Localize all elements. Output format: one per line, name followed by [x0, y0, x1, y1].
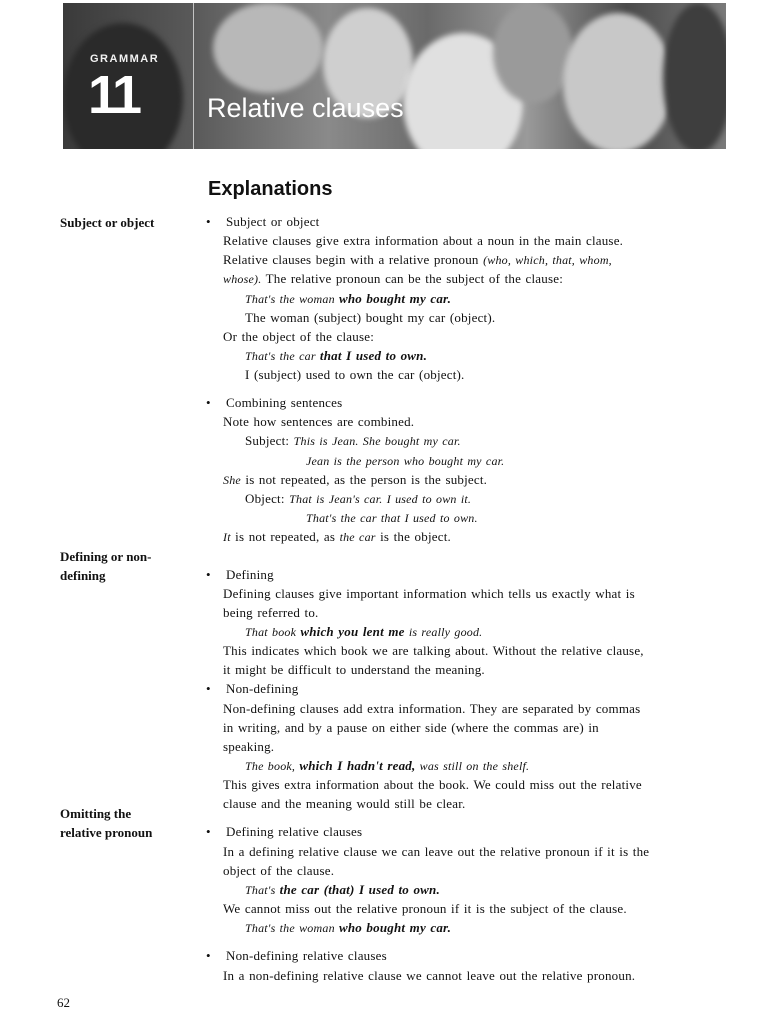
text-segment: This indicates which book we are talking about. Without the relative clause,	[223, 643, 644, 658]
text-segment: the car (that) I used to own.	[279, 882, 440, 897]
text-segment: That's the woman	[245, 292, 339, 306]
text-line	[245, 882, 440, 898]
text-segment: Relative clauses give extra information about a noun in the main clause.	[223, 233, 624, 248]
text-line	[306, 453, 504, 469]
text-segment: In a defining relative clause we can leave out the relative pronoun if it is the	[223, 844, 650, 859]
text-line	[223, 414, 414, 430]
text-line	[245, 367, 465, 383]
bullet-icon: •	[206, 681, 211, 696]
text-line	[223, 529, 451, 545]
text-segment: Subject:	[245, 433, 294, 448]
text-segment: Jean is the person who bought my car.	[306, 454, 505, 468]
text-segment: We cannot miss out the relative pronoun if it is the subject of the clause.	[223, 901, 627, 916]
bullet-item	[206, 824, 363, 840]
sidebar-label-omitting-2: relative pronoun	[60, 825, 153, 840]
text-line	[245, 348, 427, 364]
text-segment: being referred to.	[223, 605, 319, 620]
text-segment: is really good.	[404, 625, 483, 639]
text-segment: That's	[245, 883, 280, 897]
text-segment: is the object.	[375, 529, 451, 544]
text-line	[306, 510, 478, 526]
text-line	[223, 720, 599, 736]
text-segment: in writing, and by a pause on either side (where the commas are) in	[223, 720, 599, 735]
text-segment: Relative clauses begin with a relative pronoun	[223, 252, 484, 267]
text-segment: That is Jean's car. I used to own it.	[289, 492, 472, 506]
banner-photo	[63, 3, 726, 149]
text-segment: That's the woman	[245, 921, 339, 935]
text-segment: Non-defining relative clauses	[226, 948, 387, 963]
bullet-icon: •	[206, 395, 211, 410]
text-line	[223, 329, 374, 345]
text-segment: who bought my car.	[338, 291, 452, 306]
text-segment: Defining relative clauses	[226, 824, 363, 839]
text-line	[223, 739, 274, 755]
text-segment: Defining clauses give important information which tells us exactly what is	[223, 586, 635, 601]
text-segment: I (subject) used to own the car (object).	[245, 367, 465, 382]
text-segment: which you lent me	[300, 624, 405, 639]
bullet-icon: •	[206, 214, 211, 229]
text-line	[223, 863, 334, 879]
text-line	[223, 968, 635, 984]
text-segment: is not repeated, as the person is the subject.	[240, 472, 488, 487]
bullet-item	[206, 948, 387, 964]
text-line	[245, 291, 451, 307]
bullet-icon: •	[206, 948, 211, 963]
sidebar-label-subject-object: Subject or object	[60, 215, 155, 230]
text-segment: who bought my car.	[338, 920, 452, 935]
text-segment: the car	[339, 530, 376, 544]
bullet-item	[206, 681, 299, 697]
text-segment: Non-defining	[226, 681, 299, 696]
sidebar-label-defining: Defining or non-	[60, 549, 152, 564]
text-segment: clause and the meaning would still be clear.	[223, 796, 466, 811]
unit-label: GRAMMAR	[90, 53, 160, 65]
unit-number: 11	[88, 65, 140, 125]
text-line	[223, 777, 642, 793]
text-segment: Defining	[226, 567, 274, 582]
text-line	[223, 233, 623, 249]
text-segment: whose).	[223, 272, 262, 286]
text-segment: The relative pronoun can be the subject of the clause:	[261, 271, 564, 286]
text-segment: The book,	[245, 759, 300, 773]
section-heading: Explanations	[208, 178, 333, 200]
bullet-icon: •	[206, 567, 211, 582]
text-line	[223, 662, 485, 678]
text-line	[245, 920, 451, 936]
text-line	[223, 271, 563, 287]
text-segment: is not repeated, as	[230, 529, 340, 544]
text-line	[245, 310, 495, 326]
unit-title: Relative clauses	[207, 93, 404, 123]
text-segment: that I used to own.	[319, 348, 428, 363]
bullet-item	[206, 567, 274, 583]
text-line	[245, 491, 471, 507]
text-segment: Combining sentences	[226, 395, 343, 410]
text-segment: That's the car that I used to own.	[306, 511, 478, 525]
text-line	[223, 472, 487, 488]
text-line	[223, 701, 640, 717]
page-number: 62	[57, 995, 70, 1010]
text-segment: which I hadn't read,	[299, 758, 416, 773]
text-line	[245, 624, 482, 640]
text-segment: object of the clause.	[223, 863, 335, 878]
text-segment: This gives extra information about the book. We could miss out the relative	[223, 777, 642, 792]
text-segment: In a non-defining relative clause we cannot leave out the relative pronoun.	[223, 968, 636, 983]
text-segment: That book	[245, 625, 301, 639]
bullet-item	[206, 214, 320, 230]
text-line	[223, 605, 318, 621]
text-segment: It	[223, 530, 231, 544]
text-line	[223, 796, 466, 812]
bullet-item	[206, 395, 343, 411]
text-line	[223, 901, 627, 917]
text-line	[223, 643, 644, 659]
text-line	[245, 758, 529, 774]
text-segment: speaking.	[223, 739, 275, 754]
text-line	[223, 586, 635, 602]
text-segment: Subject or object	[226, 214, 320, 229]
text-segment: (who, which, that, whom,	[483, 253, 612, 267]
text-segment: was still on the shelf.	[415, 759, 530, 773]
text-segment: Or the object of the clause:	[223, 329, 375, 344]
text-segment: The woman (subject) bought my car (object).	[245, 310, 496, 325]
text-segment: Non-defining clauses add extra information. They are separated by commas	[223, 701, 641, 716]
text-line	[245, 433, 461, 449]
text-segment: Object:	[245, 491, 290, 506]
text-segment: it might be difficult to understand the meaning.	[223, 662, 485, 677]
text-segment: She	[223, 473, 241, 487]
bullet-icon: •	[206, 824, 211, 839]
sidebar-label-defining-2: defining	[60, 568, 106, 583]
sidebar-label-omitting: Omitting the	[60, 806, 132, 821]
text-line	[223, 252, 612, 268]
text-segment: That's the car	[245, 349, 320, 363]
text-line	[223, 844, 649, 860]
banner-divider	[193, 3, 194, 149]
text-segment: This is Jean. She bought my car.	[293, 434, 461, 448]
text-segment: Note how sentences are combined.	[223, 414, 415, 429]
